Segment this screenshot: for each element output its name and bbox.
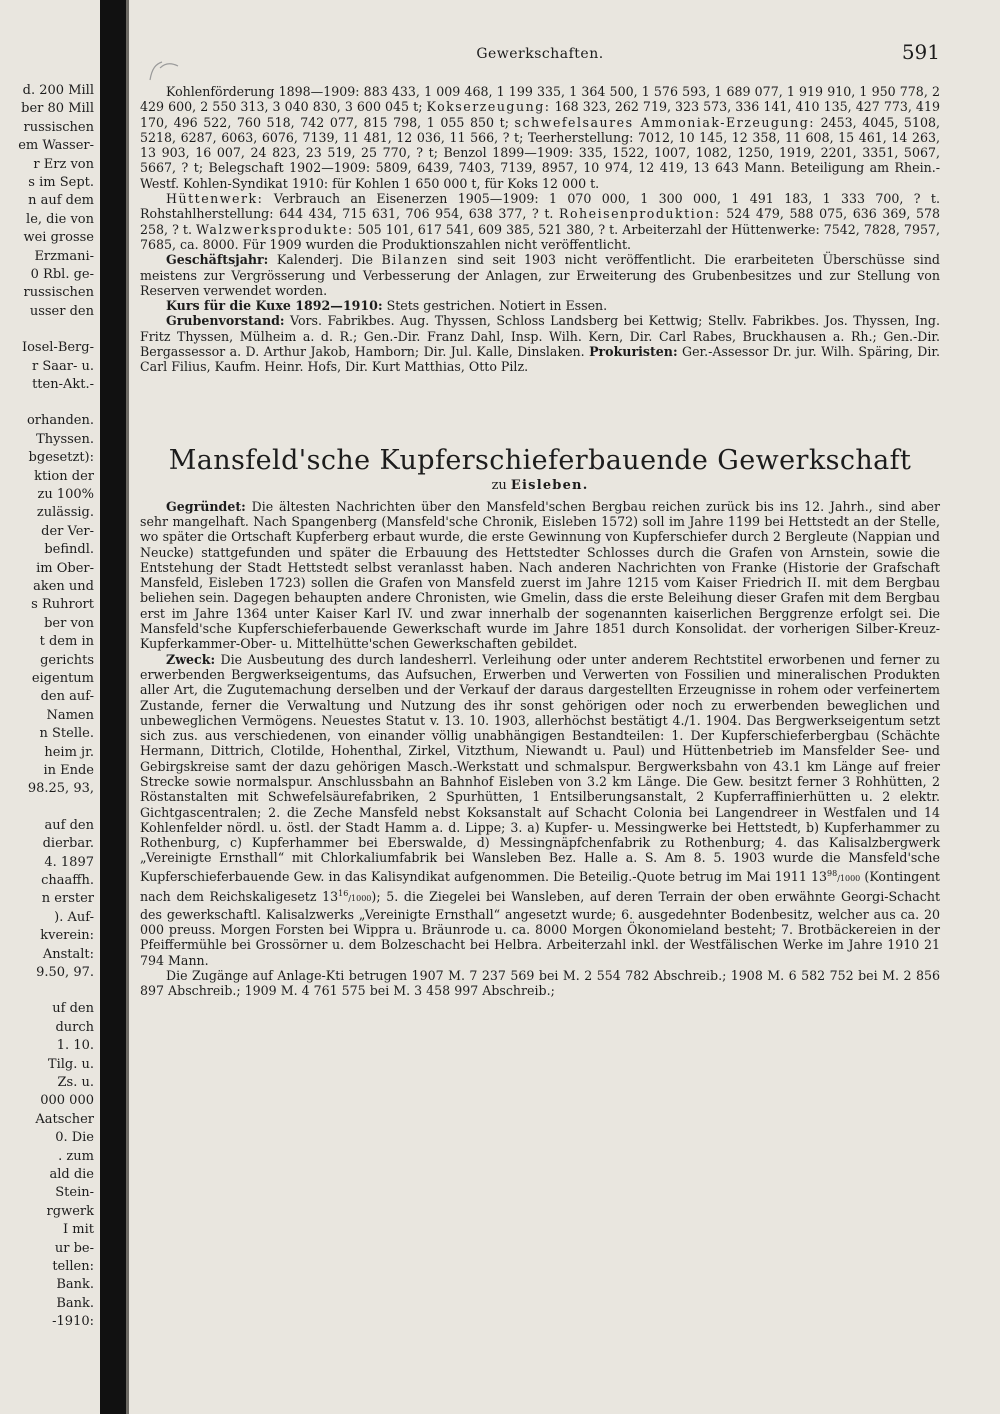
- paragraph-geschaeftsjahr: [140, 252, 940, 298]
- text: Kalenderj. Die: [268, 252, 382, 268]
- text: 168 323, 262 719, 323 573, 336 141, 410 135, 427 773, 419 170, 496 522, 760 518, 742 077, 815 798, 1 055 850 t;: [140, 99, 940, 130]
- left-fragment-line: bgesetzt):: [28, 450, 94, 466]
- quota-superscript: 98: [827, 868, 838, 878]
- book-gutter: [100, 0, 126, 1414]
- paragraph-zweck: [140, 652, 940, 968]
- text: ); 5. die Ziegelei bei Wansleben, auf deren Terrain der oben erwähnte Georgi-Schacht des gewerkschaftl. Kalisalzwerks „Vereinigte Ernsthall“ angesetzt wurde; 6. ausgedehnter Bodenbesitz, welcher aus ca. 20 000 preuss. Morgen Forsten bei Wippra u. Bräunrode u. ca. 8000 Morgen Ökonomieland besteht; 7. Brotbäckereien in der Pfeiffermühle bei Grossörner u. dem Bolzeschacht bei Helbra. Arbeiterzahl inkl. der Westfälischen Werke im Jahre 1910 21 794 Mann.: [140, 889, 940, 968]
- left-fragment-line: kverein:: [40, 928, 94, 944]
- keyword-kokserzeugung: Kokserzeugung:: [426, 99, 551, 115]
- text: Stets gestrichen. Notiert in Essen.: [382, 298, 608, 314]
- left-fragment-line: 9.50, 97.: [36, 965, 94, 980]
- running-head: [140, 40, 940, 68]
- left-fragment-line: Thyssen.: [36, 431, 94, 447]
- text: sind seit 1903 nicht veröffentlicht. Die erarbeiteten Überschüsse sind meistens zur Vergrösserung und Verbesserung der Anlagen, zur Erweiterung des Grubenbesitzes und zur Stellung von Reserven verwendet worden.: [140, 252, 940, 298]
- left-fragment-line: Iosel-Berg-: [21, 340, 94, 356]
- left-fragment-line: s im Sept.: [28, 175, 94, 190]
- left-fragment-line: usser den: [29, 303, 94, 319]
- left-fragment-line: I mit: [63, 1222, 94, 1238]
- left-fragment-line: ). Auf-: [54, 909, 94, 925]
- left-fragment-line: chaaffh.: [41, 873, 94, 888]
- left-fragment-line: r Erz von: [33, 156, 94, 172]
- left-fragment-line: 98.25, 93,: [27, 781, 94, 797]
- text: Verbrauch an Eisenerzen 1905—1909: 1 070 000, 1 300 000, 1 491 183, 1 333 700, ? t. Rohstahlherstellung: 644 434, 715 631, 706 954, 638 377, ? t.: [140, 191, 940, 222]
- left-fragment-line: n Stelle.: [39, 726, 94, 742]
- left-fragment-line: Bank.: [56, 1277, 94, 1293]
- left-page-fragment: [0, 0, 100, 1414]
- left-fragment-line: t dem in: [39, 634, 94, 650]
- thyssen-section: [140, 84, 940, 375]
- keyword-walzwerk: Walzwerksprodukte:: [196, 221, 354, 237]
- left-fragment-line: der Ver-: [41, 523, 94, 539]
- paragraph-zugaenge: [140, 968, 940, 999]
- paragraph-huettenwerk: [140, 191, 940, 252]
- left-fragment-line: tten-Akt.-: [32, 377, 94, 392]
- left-fragment-line: em Wasser-: [18, 138, 94, 154]
- keyword-roheisen: Roheisenproduktion:: [558, 206, 721, 222]
- paragraph-kurs: [140, 298, 940, 313]
- keyword-geschaeftsjahr: Geschäftsjahr:: [166, 252, 269, 268]
- paragraph-grubenvorstand: [140, 313, 940, 374]
- location-prefix: zu: [491, 477, 511, 493]
- quota-denominator: /1000: [837, 873, 861, 883]
- company-title: Mansfeld'sche Kupferschieferbauende Gewerkschaft: [168, 444, 912, 476]
- left-fragment-line: russischen: [23, 119, 94, 135]
- text: Kohlenförderung 1898—1909: 883 433, 1 009 468, 1 199 335, 1 364 500, 1 576 593, 1 689 077, 1 919 910, 1 950 778, 2 429 600, 2 550 313, 3 040 830, 3 600 045 t;: [140, 84, 940, 115]
- left-fragment-line: den auf-: [40, 689, 94, 705]
- left-fragment-line: orhanden.: [26, 413, 94, 429]
- left-fragment-line: durch: [55, 1019, 94, 1035]
- left-fragment-line: Stein-: [55, 1185, 94, 1201]
- left-fragment-line: Bank.: [56, 1295, 94, 1311]
- left-fragment-line: Anstalt:: [42, 946, 94, 962]
- left-fragment-line: gerichts: [40, 652, 94, 668]
- left-fragment-line: rgwerk: [46, 1203, 94, 1219]
- left-fragment-line: ber von: [44, 615, 94, 631]
- keyword-grubenvorstand: Grubenvorstand:: [166, 313, 285, 329]
- paragraph-gegruendet: [140, 499, 940, 652]
- text: 2453, 4045, 5108, 5218, 6287, 6063, 6076, 7139, 11 481, 12 036, 11 566, ? t; Teerherstellung: 7012, 10 145, 12 358, 11 608, 15 461, 14 263, 13 903, 16 007, 24 823, 23 519, 25 770, ? t; Benzol 1899—1909: 335, 1522, 1007, 1082, 1250, 1919, 2201, 3351, 5067, 5667, ? t; Belegschaft 1902—1909: 5809, 6439, 7403, 7139, 8957, 10 974, 12 419, 13 643 Mann. Beteiligung am Rhein.-Westf. Kohlen-Syndikat 1910: für Kohlen 1 650 000 t, für Koks 12 000 t.: [140, 114, 940, 191]
- left-fragment-line: zu 100%: [37, 487, 94, 502]
- running-head-title: Gewerkschaften.: [476, 46, 604, 62]
- keyword-kurs: Kurs für die Kuxe 1892—1910:: [166, 298, 383, 314]
- text: (Kontingent nach dem Reichskaligesetz 13: [140, 868, 940, 905]
- left-fragment-line: d. 200 Mill: [22, 83, 94, 98]
- text: 524 479, 588 075, 636 369, 578 258, ? t.: [140, 206, 940, 237]
- text: Die Zugänge auf Anlage-Kti betrugen 1907 M. 7 237 569 bei M. 2 554 782 Abschreib.; 1908 M. 6 582 752 bei M. 2 856 897 Abschreib.; 1909 M. 4 761 575 bei M. 3 458 997 Abschreib.;: [140, 967, 940, 999]
- left-fragment-line: s Ruhrort: [31, 597, 94, 613]
- keyword-huettenwerk: Hüttenwerk:: [166, 191, 264, 207]
- left-fragment-line: auf den: [44, 817, 94, 833]
- left-fragment-line: Namen: [46, 707, 94, 723]
- keyword-bilanzen: Bilanzen: [381, 252, 449, 268]
- text: 505 101, 617 541, 609 385, 521 380, ? t. Arbeiterzahl der Hüttenwerke: 7542, 7828, 7957, 7685, ca. 8000. Für 1909 wurden die Produktionszahlen nicht veröffentlicht.: [140, 221, 940, 252]
- keyword-gegruendet: Gegründet:: [166, 498, 246, 514]
- gutter-edge: [126, 0, 129, 1414]
- paragraph-kohlenfoerderung: [140, 84, 940, 191]
- left-fragment-line: ktion der: [34, 468, 94, 484]
- left-fragment-line: Erzmani-: [34, 248, 94, 264]
- company-location: [140, 478, 940, 493]
- mansfeld-section: [140, 499, 940, 999]
- left-fragment-line: le, die von: [26, 211, 94, 227]
- left-fragment-line: r Saar- u.: [32, 358, 94, 374]
- left-fragment-line: ur be-: [54, 1240, 94, 1256]
- left-fragment-line: Zs. u.: [57, 1075, 94, 1090]
- left-fragment-line: ald die: [49, 1167, 94, 1182]
- quota-superscript: 16: [338, 889, 349, 899]
- left-fragment-line: uf den: [52, 1001, 94, 1017]
- left-fragment-line: in Ende: [43, 763, 94, 778]
- left-fragment-line: n auf dem: [28, 193, 94, 209]
- left-fragment-line: ber 80 Mill: [21, 101, 94, 117]
- left-fragment-line: russischen: [23, 285, 94, 301]
- left-fragment-line: 0. Die: [55, 1130, 94, 1146]
- left-fragment-line: 0 Rbl. ge-: [30, 267, 94, 282]
- left-fragment-line: dierbar.: [42, 836, 94, 852]
- text: Die Ausbeutung des durch landesherrl. Verleihung oder unter anderem Rechtstitel erworbenen und ferner zu erwerbenden Bergwerkseigentums, das Aufsuchen, Erwerben und Verwerten von Fossilien und mineralischen Produkten aller Art, die Zugutemachung derselben und der Verkauf der daraus dargestellten Erzeugnisse in rohem oder verfeinertem Zustande, ferner die Verwaltung und Nutzung des ihr sonst gehörigen oder noch zu erwerbenden beweglichen und unbeweglichen Vermögens. Neuestes Statut v. 13. 10. 1903, allerhöchst bestätigt 4./1. 1904. Das Bergwerkseigentum setzt sich zus. aus verschiedenen, von einander völlig unabhängigen Bestandteilen: 1. Der Kupferschieferbergbau (Schächte Hermann, Dittrich, Clotilde, Hohenthal, Zirkel, Vitzthum, Niewandt u. Paul) und Hüttenbetrieb im Mansfelder See- und Gebirgskreise samt der dazu gehörigen Masch.-Werkstatt und schmalspur. Bergwerksbahn von 43.1 km Länge auf freier Strecke sowie normalspur. Anschlussbahn an Bahnhof Eisleben von 3.2 km Länge. Die Gew. besitzt ferner 3 Rohhütten, 2 Röstanstalten mit Schwefelsäurefabriken, 2 Spurhütten, 1 Entsilberungsanstalt, 2 Kupferraffinierhütten u. 2 elektr. Gichtgascentralen; 2. die Zeche Mansfeld nebst Koksanstalt auf Schacht Colonia bei Langendreer in Westfalen und 14 Kohlenfelder nördl. u. östl. der Stadt Hamm a. d. Lippe; 3. a) Kupfer- u. Messingwerke bei Hettstedt, b) Kupferhammer zu Rothenburg, c) Kupferhammer bei Eberswalde, d) Messingnäpfchenfabrik zu Rothenburg; 4. das Kalisalzbergwerk „Vereinigte Ernsthall“ mit Chlorkaliumfabrik bei Wansleben Bez. Halle a. S. Am 8. 5. 1903 wurde die Mansfeld'sche Kupferschieferbauende Gew. in das Kalisyndikat aufgenommen. Die Beteilig.-Quote betrug im Mai 1911 13: [140, 651, 940, 884]
- quota-denominator: /1000: [348, 894, 372, 904]
- left-fragment-line: -1910:: [52, 1314, 94, 1330]
- left-fragment-line: 000 000: [40, 1093, 94, 1109]
- left-fragment-line: zulässig.: [36, 505, 94, 521]
- left-fragment-line: 4. 1897: [44, 854, 94, 870]
- keyword-zweck: Zweck:: [166, 651, 216, 667]
- left-fragment-line: wei grosse: [23, 230, 94, 246]
- text: Die ältesten Nachrichten über den Mansfeld'schen Bergbau reichen zurück bis ins 12. Jahrh., sind aber sehr mangelhaft. Nach Spangenberg (Mansfeld'sche Chronik, Eisleben 1572) soll im Jahre 1199 bei Hettstedt an der Stelle, wo später die Ortschaft Kupferberg erbaut wurde, die erste Gewinnung von Kupferschiefer durch 2 Bergleute (Nappian und Neucke) stattgefunden und später die Erbauung des Hettstedter Schlosses durch die Grafen von Arnstein, sowie die Entstehung der Stadt Hettstedt selbst veranlasst haben. Nach anderen Nachrichten von Franke (Historie der Grafschaft Mansfeld, Eisleben 1723) sollen die Grafen von Mansfeld zuerst im Jahre 1215 vom Kaiser Friedrich II. mit dem Bergbau beliehen sein. Dagegen behaupten andere Chronisten, wie Gmelin, dass die erste Beleihung dieser Grafen mit dem Bergbau erst im Jahre 1364 unter Kaiser Karl IV. und zwar innerhalb der sogenannten kaiserlichen Berggrenze erfolgt sei. Die Mansfeld'sche Kupferschieferbauende Gewerkschaft wurde im Jahre 1851 durch Konsolidat. der vorherigen Silber-Kreuz-Kupferkammer-Ober- u. Mittelhütte'schen Gewerkschaften gebildet.: [140, 498, 940, 652]
- left-fragment-line: n erster: [41, 891, 94, 907]
- text: Vors. Fabrikbes. Aug. Thyssen, Schloss Landsberg bei Kettwig; Stellv. Fabrikbes. Jos. Thyssen, Ing. Fritz Thyssen, Mülheim a. d. R.; Gen.-Dir. Franz Dahl, Insp. Wilh. Kern, Dir. Carl Rabes, Bruckhausen a. Rh.; Gen.-Dir. Bergassessor a. D. Arthur Jakob, Hamborn; Dir. Jul. Kalle, Dinslaken.: [140, 313, 940, 360]
- left-fragment-line: aken und: [33, 579, 94, 594]
- location-place: Eisleben.: [510, 477, 589, 493]
- page-number: 591: [901, 40, 940, 64]
- left-fragment-line: im Ober-: [36, 560, 94, 576]
- text: Ger.-Assessor Dr. jur. Wilh. Späring, Dir. Carl Filius, Kaufm. Heinr. Hofs, Dir. Kurt Matthias, Otto Pilz.: [140, 344, 940, 375]
- left-fragment-line: 1. 10.: [56, 1038, 94, 1054]
- page-content: [140, 40, 940, 999]
- left-fragment-line: . zum: [58, 1148, 94, 1164]
- left-fragment-line: heim jr.: [44, 744, 94, 760]
- left-fragment-line: befindl.: [44, 542, 94, 558]
- keyword-ammoniak: schwefelsaures Ammoniak-Erzeugung:: [514, 114, 816, 130]
- left-fragment-line: Tilg. u.: [47, 1056, 94, 1072]
- left-fragment-line: eigentum: [31, 671, 94, 686]
- keyword-prokuristen: Prokuristen:: [589, 344, 678, 360]
- left-fragment-line: tellen:: [52, 1259, 94, 1274]
- left-fragment-line: Aatscher: [35, 1111, 94, 1127]
